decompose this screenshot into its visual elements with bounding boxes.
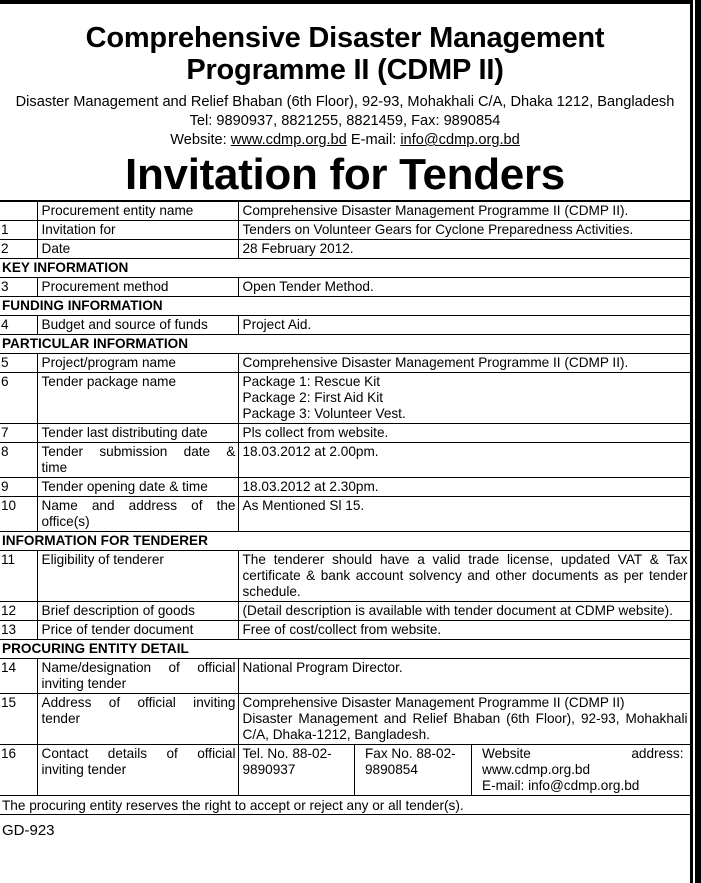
row-label-line: inviting tender	[41, 762, 127, 777]
email-label: E-mail:	[350, 132, 397, 148]
row-value: 28 February 2012.	[238, 240, 690, 259]
table-row	[0, 278, 690, 297]
row-label	[37, 745, 238, 796]
row-sl: 15	[0, 694, 37, 745]
row-value	[238, 373, 690, 424]
row-label: Tender last distributing date	[37, 424, 238, 443]
table-row	[0, 659, 690, 694]
row-label-line: Name/designation of official	[41, 660, 236, 675]
row-value-line: certificate & bank account solvency and other documents as per tender	[242, 568, 688, 583]
row-label-line: Name and address of the	[41, 498, 236, 513]
row-value: Project Aid.	[238, 316, 690, 335]
row-label	[37, 443, 238, 478]
table-row	[0, 373, 690, 424]
table-row	[0, 478, 690, 497]
section-heading: INFORMATION FOR TENDERER	[0, 532, 690, 551]
row-sl: 3	[0, 278, 37, 297]
row-value: 18.03.2012 at 2.30pm.	[238, 478, 690, 497]
table-row	[0, 221, 690, 240]
section-heading: PROCURING ENTITY DETAIL	[0, 640, 690, 659]
section-heading: FUNDING INFORMATION	[0, 297, 690, 316]
row-label-line: Tender submission date &	[41, 444, 236, 459]
row-label	[37, 694, 238, 745]
org-name-line2: Programme II (CDMP II)	[186, 54, 504, 86]
row-value-line: Disaster Management and Relief Bhaban (6th Floor), 92-93, Mohakhali	[242, 711, 688, 726]
row-label: Tender opening date & time	[37, 478, 238, 497]
row-label	[37, 497, 238, 532]
table-row	[0, 240, 690, 259]
table-row	[0, 354, 690, 373]
notice-code: GD-923	[2, 822, 55, 839]
package-1: Package 1: Rescue Kit	[242, 374, 381, 389]
row-label: Project/program name	[37, 354, 238, 373]
table-row	[0, 621, 690, 640]
section-row	[0, 297, 690, 316]
row-label: Date	[37, 240, 238, 259]
row-label	[37, 659, 238, 694]
section-row	[0, 532, 690, 551]
tel-line: Tel. No. 88-02-	[242, 746, 332, 761]
row-sl: 4	[0, 316, 37, 335]
row-value: Tenders on Volunteer Gears for Cyclone Preparedness Activities.	[238, 221, 690, 240]
web-line: Website address:	[482, 746, 684, 761]
row-label-line: Contact details of official	[41, 746, 236, 761]
fax-cell	[355, 745, 472, 795]
section-heading: KEY INFORMATION	[0, 259, 690, 278]
web-line: E-mail: info@cdmp.org.bd	[482, 778, 640, 793]
row-value-line: C/A, Dhaka-1212, Bangladesh.	[242, 727, 430, 742]
contact-subgrid	[239, 745, 690, 795]
table-row	[0, 745, 690, 796]
row-value: Pls collect from website.	[238, 424, 690, 443]
org-name-line1: Comprehensive Disaster Management	[85, 22, 605, 54]
row-label: Invitation for	[37, 221, 238, 240]
row-value-line: schedule.	[242, 584, 301, 599]
row-value-line: Comprehensive Disaster Management Programme II (CDMP II)	[242, 695, 625, 710]
section-row	[0, 640, 690, 659]
table-row	[0, 443, 690, 478]
row-value: As Mentioned Sl 15.	[238, 497, 690, 532]
row-value: Free of cost/collect from website.	[238, 621, 690, 640]
fax-line: 9890854	[365, 762, 418, 777]
table-row	[0, 497, 690, 532]
org-contact-line	[0, 131, 690, 150]
row-label-line: Address of official inviting	[41, 695, 236, 710]
table-row	[0, 602, 690, 621]
package-3: Package 3: Volunteer Vest.	[242, 406, 406, 421]
row-value: National Program Director.	[238, 659, 690, 694]
row-value: Open Tender Method.	[238, 278, 690, 297]
row-sl: 12	[0, 602, 37, 621]
web-line: www.cdmp.org.bd	[482, 762, 591, 777]
row-value: Comprehensive Disaster Management Programme II (CDMP II).	[238, 201, 690, 221]
row-sl: 16	[0, 745, 37, 796]
notice-header	[0, 0, 690, 200]
row-sl: 10	[0, 497, 37, 532]
row-label: Procurement entity name	[37, 201, 238, 221]
row-label-line: tender	[41, 711, 81, 726]
right-border	[690, 0, 701, 883]
fax-line: Fax No. 88-02-	[365, 746, 456, 761]
website-label: Website:	[170, 132, 227, 148]
table-row	[0, 316, 690, 335]
package-2: Package 2: First Aid Kit	[242, 390, 384, 405]
row-sl: 11	[0, 551, 37, 602]
row-label-line: office(s)	[41, 514, 90, 529]
row-label: Eligibility of tenderer	[37, 551, 238, 602]
row-value: Comprehensive Disaster Management Programme II (CDMP II).	[238, 354, 690, 373]
row-label-line: time	[41, 460, 68, 475]
row-label: Brief description of goods	[37, 602, 238, 621]
row-label-line: inviting tender	[41, 676, 127, 691]
row-sl: 14	[0, 659, 37, 694]
table-row	[0, 694, 690, 745]
table-row	[0, 551, 690, 602]
table-row	[0, 424, 690, 443]
row-label: Budget and source of funds	[37, 316, 238, 335]
row-value	[238, 551, 690, 602]
row-sl: 13	[0, 621, 37, 640]
email-link[interactable]: info@cdmp.org.bd	[400, 132, 520, 148]
row-label: Price of tender document	[37, 621, 238, 640]
row-sl: 6	[0, 373, 37, 424]
section-heading: PARTICULAR INFORMATION	[0, 335, 690, 354]
org-address: Disaster Management and Relief Bhaban (6th Floor), 92-93, Mohakhali C/A, Dhaka 1212, Bangladesh	[15, 94, 675, 110]
page-title: Invitation for Tenders	[125, 150, 565, 199]
row-value	[238, 694, 690, 745]
tel-line: 9890937	[242, 762, 296, 777]
web-cell	[472, 745, 690, 795]
section-row	[0, 259, 690, 278]
tel-cell	[239, 745, 355, 795]
section-row	[0, 335, 690, 354]
row-sl: 1	[0, 221, 37, 240]
contact-details-cell	[238, 745, 690, 796]
footer-note: The procuring entity reserves the right to accept or reject any or all tender(s).	[0, 796, 690, 815]
table-row	[0, 201, 690, 221]
row-value-line: The tenderer should have a valid trade license, updated VAT & Tax	[242, 552, 688, 567]
row-sl: 9	[0, 478, 37, 497]
row-label: Tender package name	[37, 373, 238, 424]
row-label: Procurement method	[37, 278, 238, 297]
row-sl: 2	[0, 240, 37, 259]
org-tel-fax: Tel: 9890937, 8821255, 8821459, Fax: 9890854	[189, 113, 501, 129]
row-sl	[0, 201, 37, 221]
row-value: 18.03.2012 at 2.00pm.	[238, 443, 690, 478]
website-link[interactable]: www.cdmp.org.bd	[230, 132, 347, 148]
tender-table	[0, 200, 691, 796]
row-sl: 5	[0, 354, 37, 373]
row-sl: 7	[0, 424, 37, 443]
row-sl: 8	[0, 443, 37, 478]
row-value: (Detail description is available with tender document at CDMP website).	[238, 602, 690, 621]
